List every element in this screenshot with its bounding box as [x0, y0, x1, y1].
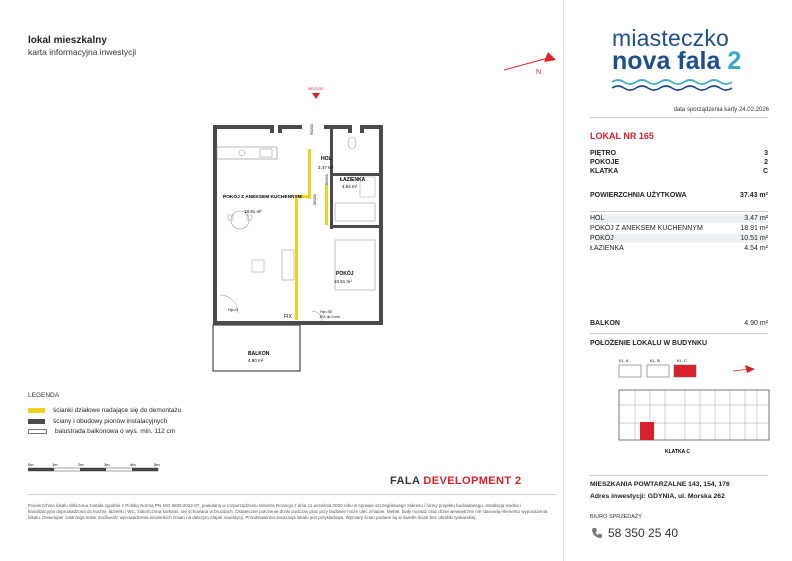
plan-door-mark: 80/200: [325, 174, 329, 185]
disclaimer-text: Powierzchnia lokalu obliczona zostala zgodnie z Polską Normą PN-ISO 9836:2022-07, powołaną w rozporządzeniu Ministra Rozwoju z dnia 11 września 2020 roku w sprawie szczegółowego zakresu i formy projektu budowlanego. Instalacja wodna i kanalizacyjna doprowadzona do kuchni, łazienki i WC, zakończona korkami, nie schowana w bruzdach. Ostateczne położenie drzwi podczas prac przy budowie może ulec zmianie. Meble, biały montaż oraz drzwi wewnętrzne nie stanowią elementu wyposażenia lokalu. Deweloper zastrzega sobie możliwość wprowadzenia niewielkich zmian na dalszym etapie inwestycji. Przedstawiona aranżacja lokalu jest przykładowa. Wymiary ścian podane są w świetle ścian bez obróbki tynkarskiej.: [28, 503, 548, 521]
area-row: [590, 192, 768, 199]
floor-label: PIĘTRO: [590, 150, 617, 157]
scale-tick: 2m: [78, 462, 84, 467]
plan-door-mark: EIS do 0 mm: [320, 315, 341, 319]
scale-bar: [28, 460, 178, 480]
date-line: data sporządzenia karty 24.02.2026: [673, 107, 769, 113]
room-name: POKÓJ Z ANEKSEM KUCHENNYM: [590, 225, 703, 232]
page-title: lokal mieszkalny: [28, 35, 107, 46]
legend-item: [28, 428, 175, 435]
partition-swatch: [28, 408, 45, 413]
room-row: [590, 234, 768, 243]
balustrade-swatch: [28, 429, 47, 434]
room-name: ŁAZIENKA: [590, 245, 624, 252]
unit-highlight: [640, 422, 654, 440]
plan-fix-label: FIX: [284, 314, 292, 320]
legend-item: [28, 407, 181, 414]
waves-icon: [612, 78, 742, 92]
plan-balcony-area: 4.90 m²: [248, 358, 264, 363]
balcony-value: 4.90 m²: [744, 320, 768, 327]
legend-label: ścianki działowe nadające się do demontażu: [53, 407, 182, 414]
key-plan-label: KL. A: [619, 358, 629, 363]
logo-number: 2: [727, 47, 742, 75]
developer-logo: [390, 475, 521, 487]
plan-living-area: 18.91 m²: [244, 209, 262, 214]
plan-room-area: 10.51 m²: [334, 279, 352, 284]
plan-hol-label: HOL: [321, 156, 332, 162]
compass-icon: [500, 48, 560, 78]
scale-tick: 4m: [130, 462, 136, 467]
scale-tick: 1m: [52, 462, 58, 467]
legend-item: [28, 418, 167, 425]
compass-label: N: [536, 69, 542, 76]
balcony-row: [590, 320, 768, 327]
key-plan-label: KL. B: [650, 358, 660, 363]
scale-tick: 3m: [104, 462, 110, 467]
sales-label: BIURO SPRZEDAŻY: [590, 514, 642, 520]
logo-line-2: [612, 47, 741, 76]
balcony-divider: [590, 333, 768, 334]
legend-label: balustrada balkonowa o wys. min. 112 cm: [55, 428, 176, 435]
stair-row: [590, 168, 768, 175]
rooms-count-row: [590, 159, 768, 166]
plan-door-mark: Hp=0: [228, 307, 238, 312]
room-area: 3.47 m²: [744, 215, 768, 222]
developer-name-1: FALA: [390, 475, 424, 487]
sales-phone[interactable]: 58 350 25 40: [608, 526, 679, 540]
plan-bath-label: ŁAZIENKA: [340, 177, 366, 183]
investment-divider: [590, 475, 768, 476]
legend-title: LEGENDA: [28, 392, 60, 399]
plan-room-label: POKÓJ: [336, 271, 354, 277]
wall-swatch: [28, 419, 45, 424]
room-area: 10.51 m²: [740, 235, 768, 242]
entrance-arrow-icon: [312, 93, 320, 99]
rooms-count-value: 2: [764, 159, 768, 166]
phone-icon: [591, 527, 603, 539]
investment-address: Adres inwestycji: GDYNIA, ul. Morska 262: [590, 493, 725, 500]
footer-divider: [28, 494, 556, 495]
room-row: [590, 224, 768, 233]
scale-tick: 0m: [28, 462, 34, 467]
plan-living-label: POKÓJ Z ANEKSEM KUCHENNYM: [223, 195, 302, 200]
developer-name-2: DEVELOPMENT 2: [423, 475, 522, 487]
stair-label: KLATKA: [590, 168, 619, 175]
plan-bath-area: 4.54 m²: [342, 184, 358, 189]
room-name: HOL: [590, 215, 605, 222]
area-value: 37.43 m²: [739, 192, 768, 199]
investment-title: MIESZKANIA POWTARZALNE 143, 154, 176: [590, 481, 730, 488]
floor-value: 3: [764, 150, 768, 157]
building-key-plan: [595, 355, 770, 460]
plan-door-mark: Hp=30: [320, 309, 332, 314]
plan-door-mark: 90/200: [310, 124, 314, 135]
balcony-label: BALKON: [590, 320, 620, 327]
logo-name: nova fala: [612, 47, 721, 75]
room-row: [590, 214, 768, 223]
entrance-label: WEJŚCIE: [308, 87, 324, 91]
plan-balcony-label: BALKON: [248, 351, 270, 357]
scale-tick: 5m: [154, 462, 160, 467]
legend-label: ściany i obudowy pionów instalacyjnych: [53, 418, 168, 425]
rooms-count-label: POKOJE: [590, 159, 620, 166]
area-divider: [590, 211, 768, 212]
key-plan-caption: KLATKA C: [665, 449, 690, 455]
room-area: 4.54 m²: [744, 245, 768, 252]
column-divider: [563, 0, 564, 561]
plan-hol-area: 3.47 m²: [318, 165, 334, 170]
room-name: POKÓJ: [590, 235, 614, 242]
floor-plan: [200, 85, 400, 380]
logo-line-1: miasteczko: [612, 25, 730, 51]
floor-row: [590, 150, 768, 157]
plan-door-mark: 80/200: [313, 194, 317, 205]
room-area: 18.91 m²: [740, 225, 768, 232]
unit-number: LOKAL NR 165: [590, 131, 654, 141]
date-divider: [590, 117, 768, 118]
room-row: [590, 244, 768, 253]
stair-value: C: [762, 168, 768, 175]
page-subtitle: karta informacyjna inwestycji: [28, 47, 137, 57]
key-plan-label: KL. C: [677, 358, 688, 363]
area-label: POWIERZCHNIA UŻYTKOWA: [590, 192, 687, 199]
location-title: POŁOŻENIE LOKALU W BUDYNKU: [590, 340, 708, 347]
